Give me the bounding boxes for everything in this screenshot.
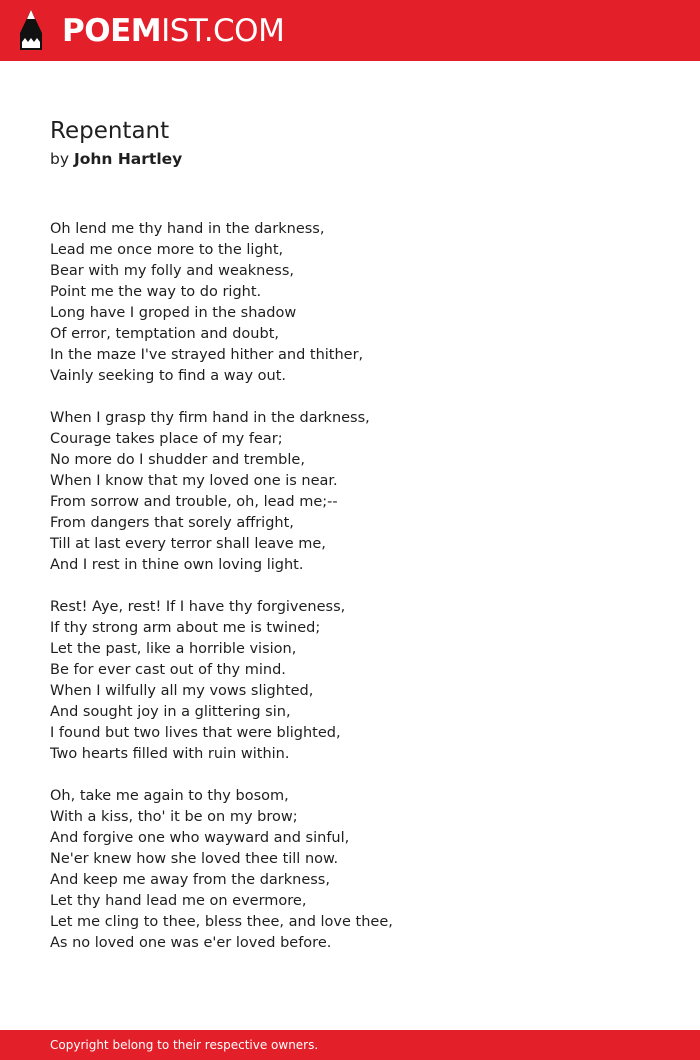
poem-byline — [50, 149, 182, 169]
poem-line: Ne'er knew how she loved thee till now. — [50, 851, 339, 867]
byline-prefix: by — [50, 150, 70, 168]
poem-line: When I know that my loved one is near. — [50, 473, 338, 489]
poem-line: When I grasp thy firm hand in the darkness, — [50, 410, 370, 426]
poem-line: Let the past, like a horrible vision, — [50, 641, 297, 657]
poem-line: With a kiss, tho' it be on my brow; — [50, 809, 298, 825]
poem-body — [50, 219, 650, 975]
poem-line: Till at last every terror shall leave me, — [50, 536, 326, 552]
poem-line: Oh, take me again to thy bosom, — [50, 788, 289, 804]
poem-line: Point me the way to do right. — [50, 284, 262, 300]
site-footer — [0, 1030, 700, 1060]
poem-line: Courage takes place of my fear; — [50, 431, 283, 447]
author-name[interactable]: John Hartley — [73, 150, 183, 168]
poem-line: Be for ever cast out of thy mind. — [50, 662, 286, 678]
poem-line: Vainly seeking to find a way out. — [50, 368, 287, 384]
poem-line: Long have I groped in the shadow — [50, 305, 297, 321]
poem-line: If thy strong arm about me is twined; — [50, 620, 321, 636]
logo-light-text: IST.COM — [161, 13, 285, 49]
poem-line: And sought joy in a glittering sin, — [50, 704, 291, 720]
poem-line: From sorrow and trouble, oh, lead me;-- — [50, 494, 338, 510]
copyright-notice: Copyright belong to their respective owners. — [50, 1038, 319, 1052]
site-header — [0, 0, 700, 61]
site-logo[interactable] — [62, 11, 284, 51]
poem-line: No more do I shudder and tremble, — [50, 452, 305, 468]
stanza — [50, 408, 650, 576]
poem-line: Let me cling to thee, bless thee, and love thee, — [50, 914, 393, 930]
poem-line: Bear with my folly and weakness, — [50, 263, 295, 279]
logo-bold-text: POEM — [62, 13, 162, 49]
pencil-icon[interactable] — [18, 9, 44, 51]
poem-line: Oh lend me thy hand in the darkness, — [50, 221, 325, 237]
poem-line: As no loved one was e'er loved before. — [50, 935, 332, 951]
poem-line: Let thy hand lead me on evermore, — [50, 893, 307, 909]
stanza — [50, 219, 650, 387]
stanza — [50, 597, 650, 765]
poem-line: When I wilfully all my vows slighted, — [50, 683, 314, 699]
poem-title: Repentant — [50, 118, 170, 144]
poem-line: Rest! Aye, rest! If I have thy forgiveness, — [50, 599, 346, 615]
poem-line: I found but two lives that were blighted, — [50, 725, 341, 741]
poem-line: In the maze I've strayed hither and thither, — [50, 347, 364, 363]
poem-line: From dangers that sorely affright, — [50, 515, 294, 531]
poem-line: And I rest in thine own loving light. — [50, 557, 304, 573]
poem-line: And keep me away from the darkness, — [50, 872, 330, 888]
stanza — [50, 786, 650, 954]
poem-line: Two hearts filled with ruin within. — [50, 746, 290, 762]
poem-line: Lead me once more to the light, — [50, 242, 284, 258]
poem-line: Of error, temptation and doubt, — [50, 326, 279, 342]
poem-line: And forgive one who wayward and sinful, — [50, 830, 350, 846]
